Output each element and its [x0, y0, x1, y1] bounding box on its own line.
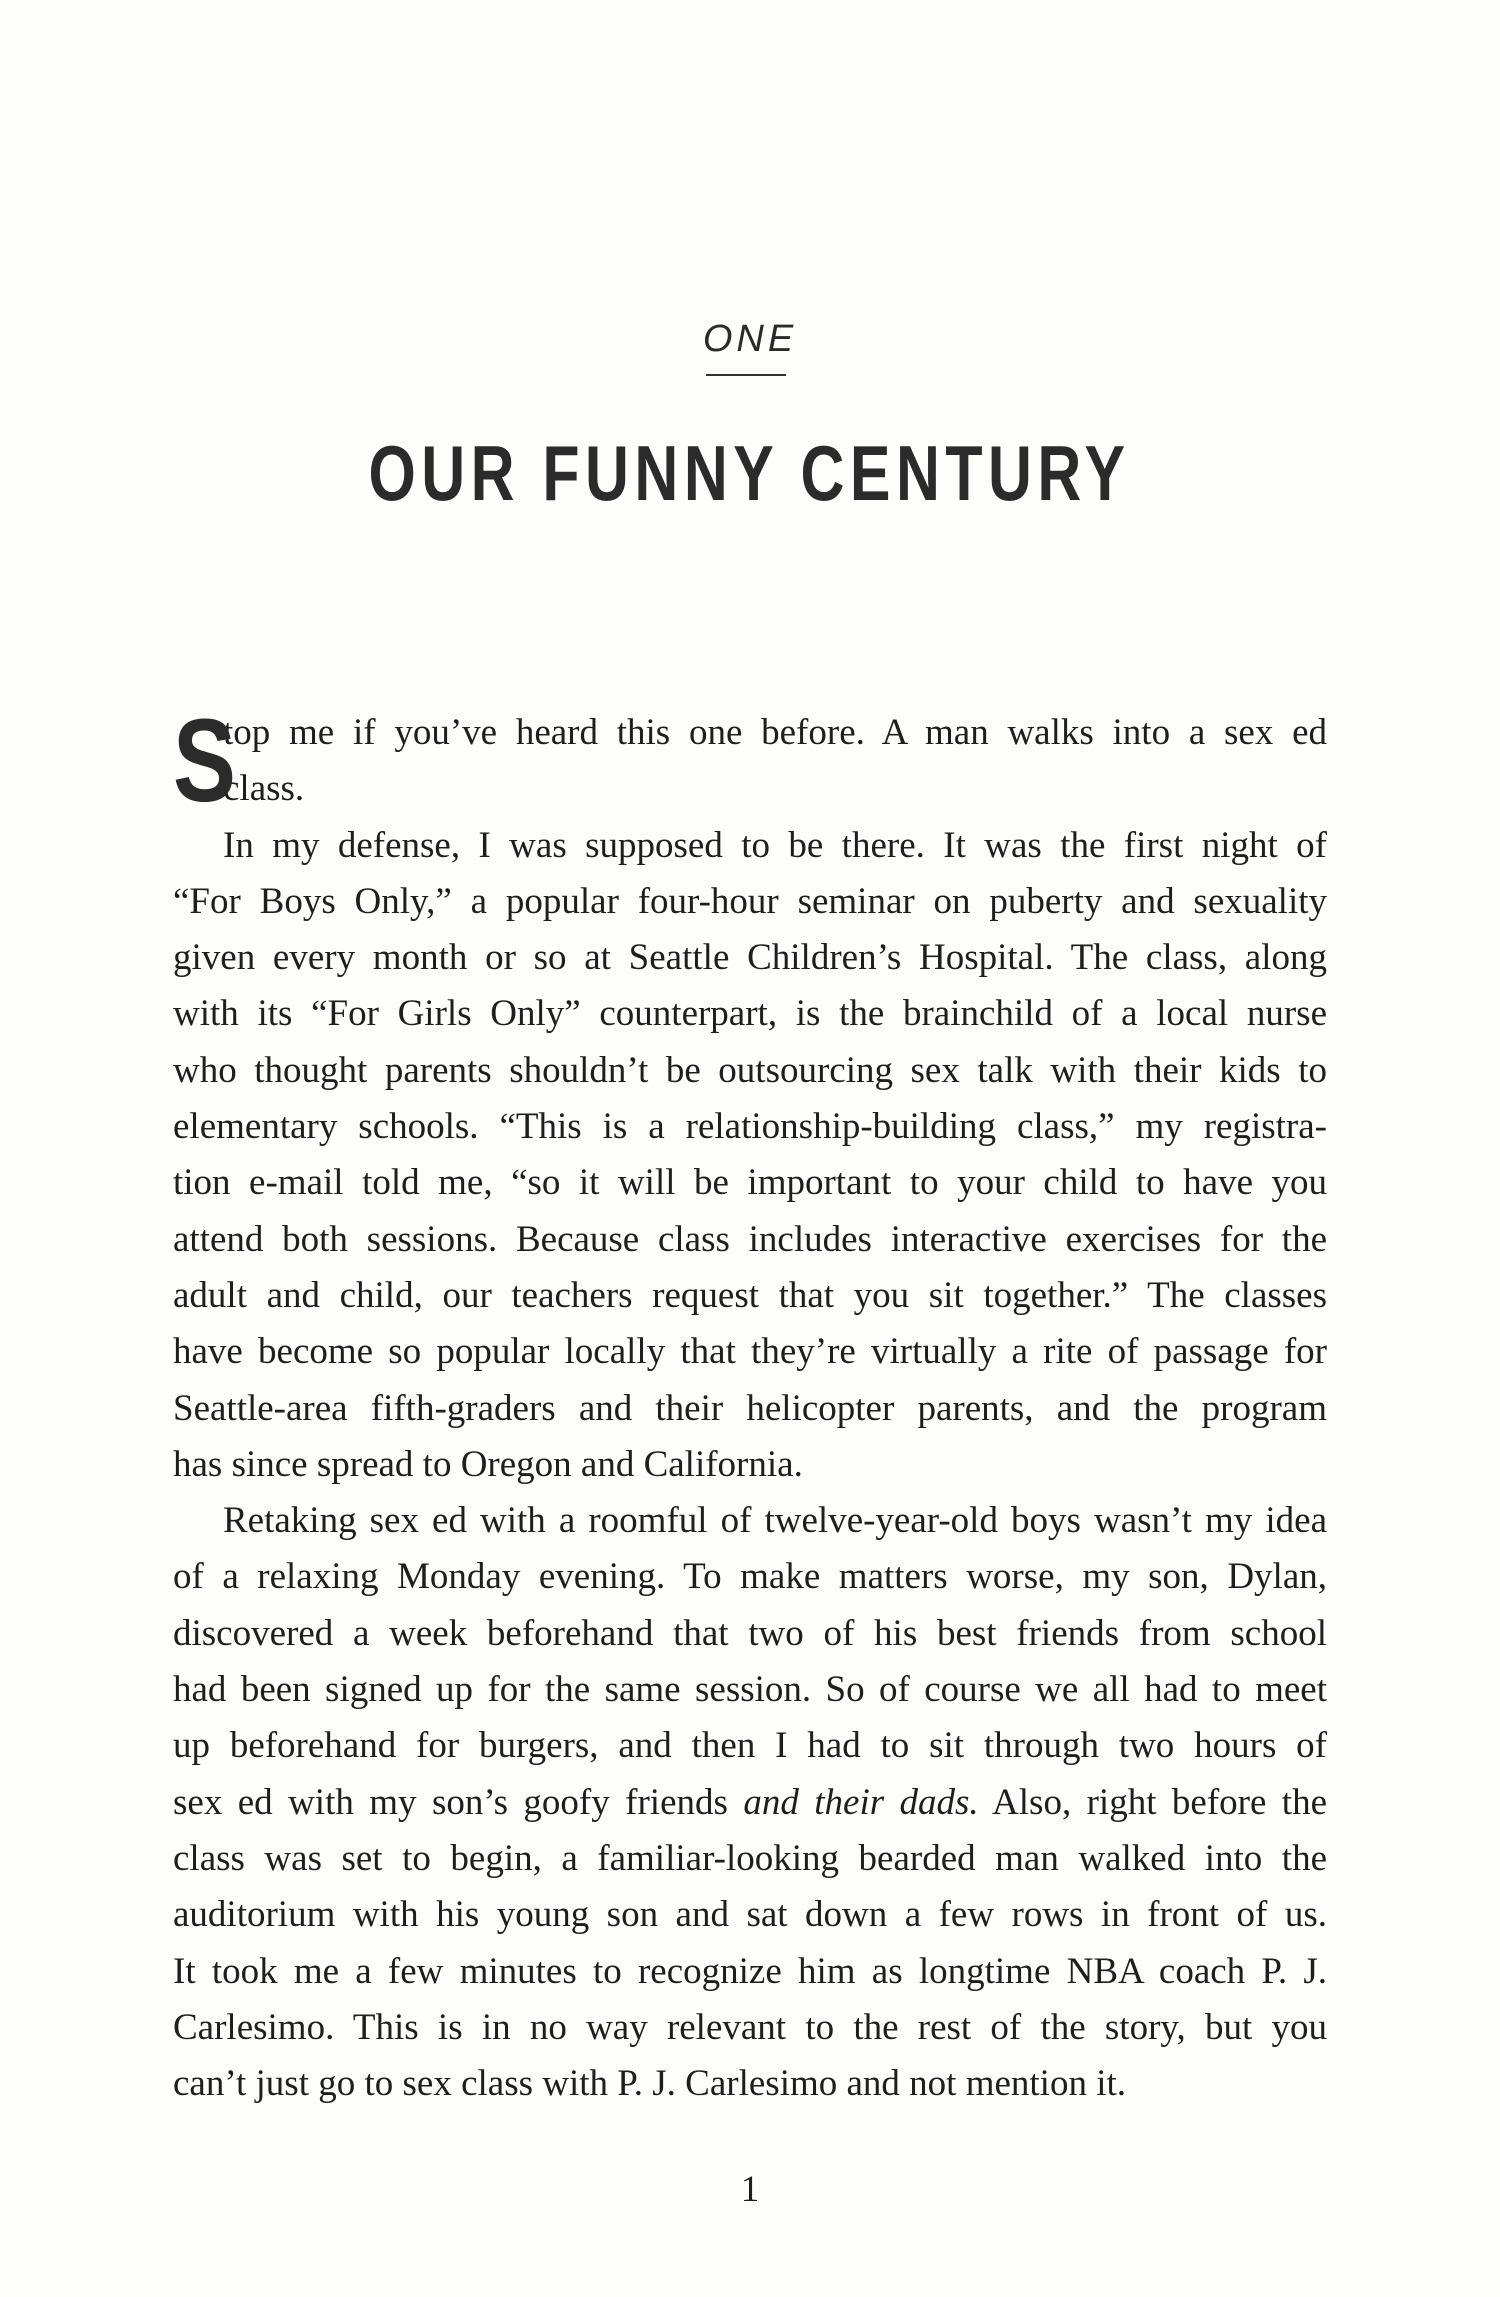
text-line: auditorium with his young son and sat down a few rows in front of us.: [173, 1894, 1327, 1936]
chapter-title: [0, 428, 1500, 519]
text-line: had been signed up for the same session. So of course we all had to meet: [173, 1669, 1327, 1711]
text-line: “For Boys Only,” a popular four-hour seminar on puberty and sexuality: [173, 880, 1327, 922]
text-line: tion e-mail told me, “so it will be important to your child to have you: [173, 1162, 1327, 1204]
text-line: adult and child, our teachers request that you sit together.” The classes: [173, 1274, 1327, 1316]
text-line: class.: [223, 768, 305, 810]
chapter-number: ONE: [702, 318, 798, 360]
text-line: Carlesimo. This is in no way relevant to the rest of the story, but you: [173, 2006, 1327, 2048]
text-line: top me if you’ve heard this one before. A man walks into a sex ed: [223, 712, 1327, 753]
text-line: elementary schools. “This is a relationship-building class,” my registra-: [173, 1106, 1327, 1148]
text-line: has since spread to Oregon and California.: [173, 1443, 803, 1485]
text-line: up beforehand for burgers, and then I had to sit through two hours of: [173, 1725, 1327, 1767]
text-line: attend both sessions. Because class includes interactive exercises for the: [173, 1218, 1327, 1260]
text-line: class was set to begin, a familiar-looking bearded man walked into the: [173, 1837, 1327, 1879]
text-line: who thought parents shouldn’t be outsourcing sex talk with their kids to: [173, 1049, 1327, 1091]
text-line: can’t just go to sex class with P. J. Carlesimo and not mention it.: [173, 2063, 1127, 2105]
text-line: discovered a week beforehand that two of his best friends from school: [173, 1612, 1327, 1654]
text-line: of a relaxing Monday evening. To make matters worse, my son, Dylan,: [173, 1556, 1327, 1598]
chapter-title-text: OUR FUNNY CENTURY: [368, 429, 1132, 517]
text-line: have become so popular locally that they’re virtually a rite of passage for: [173, 1331, 1327, 1373]
text-line: In my defense, I was supposed to be there. It was the first night of: [223, 824, 1327, 866]
text-segment: sex ed with my son’s goofy friends: [173, 1781, 744, 1823]
text-line: [173, 1775, 1327, 1831]
text-line: Seattle-area fifth-graders and their helicopter parents, and the program: [173, 1387, 1327, 1429]
chapter-divider: [706, 374, 786, 376]
text-line: given every month or so at Seattle Children’s Hospital. The class, along: [173, 937, 1327, 979]
page-number: 1: [740, 2169, 760, 2210]
drop-cap: S: [173, 695, 236, 827]
text-line: It took me a few minutes to recognize him as longtime NBA coach P. J.: [173, 1950, 1327, 1992]
text-line: Retaking sex ed with a roomful of twelve-year-old boys wasn’t my idea: [223, 1500, 1327, 1542]
text-line: with its “For Girls Only” counterpart, is the brainchild of a local nurse: [173, 993, 1327, 1035]
italic-text: and their dads.: [743, 1781, 979, 1823]
body-text: [173, 695, 1328, 2112]
text-segment: Also, right before the: [978, 1781, 1328, 1823]
